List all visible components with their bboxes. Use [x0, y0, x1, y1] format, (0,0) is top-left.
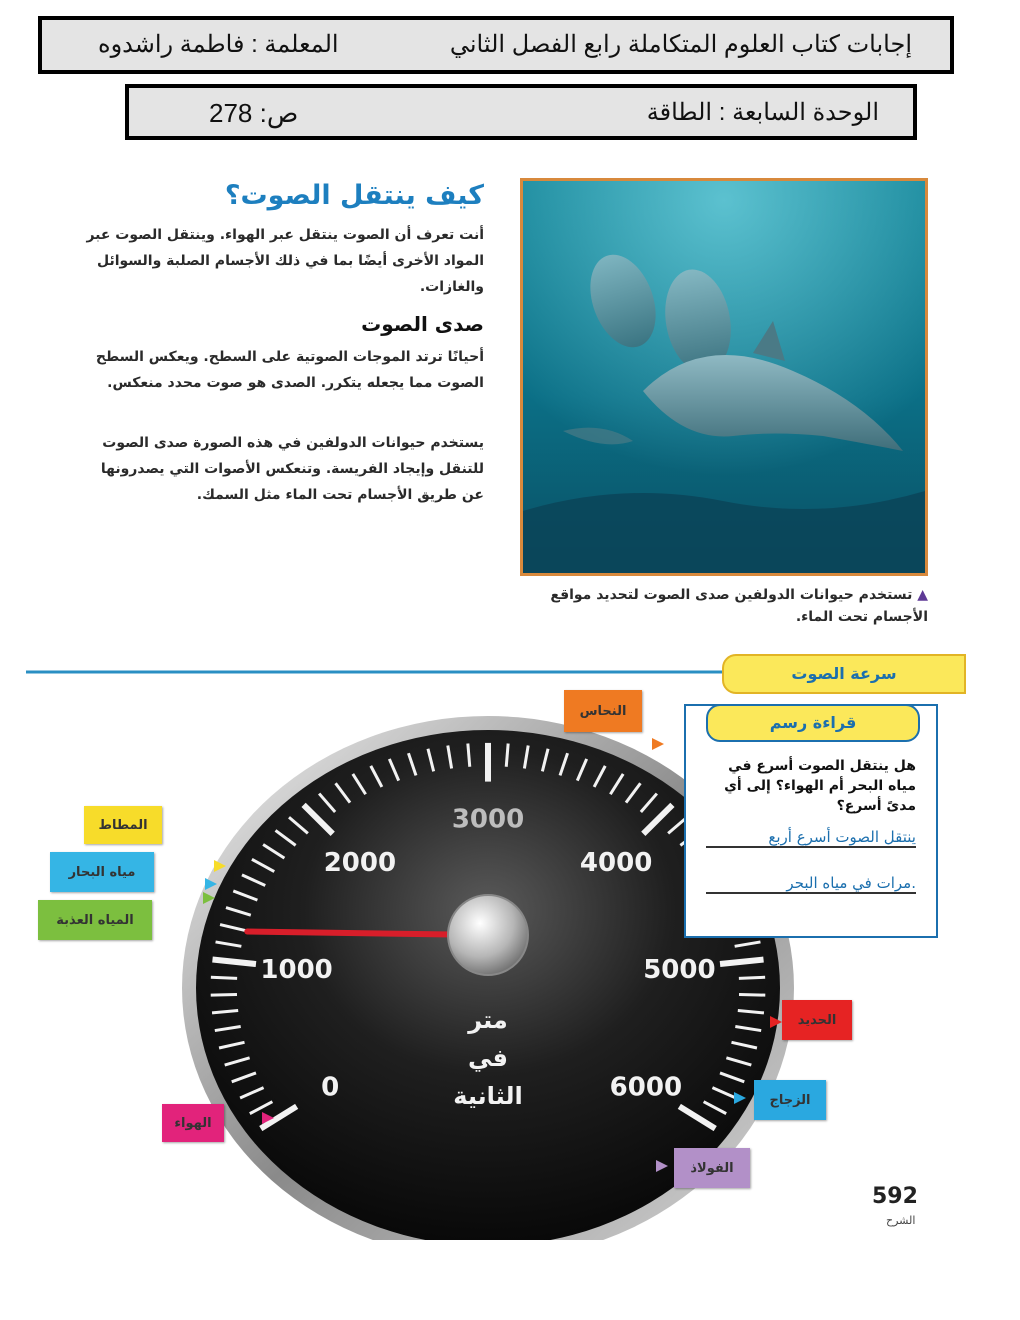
minor-tick: [211, 994, 237, 995]
material-marker: [652, 738, 664, 750]
article-title: كيف ينتقل الصوت؟: [224, 180, 484, 211]
unit-title: الوحدة السابعة : الطاقة: [646, 99, 879, 126]
scale-label: 5000: [643, 955, 716, 986]
tag-glass-label: الزجاج: [769, 1092, 811, 1108]
scale-label: 1000: [260, 955, 333, 986]
minor-tick: [739, 994, 765, 995]
tag-freshwater-label: المياه العذبة: [56, 912, 134, 928]
read-graph-title: قراءة رسم: [769, 713, 857, 732]
tag-freshwater: [38, 900, 152, 940]
tag-iron-label: الحديد: [797, 1012, 837, 1028]
echo-paragraph: أحيانًا ترتد الموجات الصوتية على السطح. ويعكس السطح الصوت مما يجعله يتكرر. الصدى هو صوت محدد منعكس.: [95, 349, 484, 391]
minor-tick: [739, 977, 765, 978]
unit-banner: [125, 84, 917, 140]
speed-of-sound-title: سرعة الصوت: [791, 664, 897, 683]
tag-rubber-label: المطاط: [98, 817, 148, 833]
teacher-name: المعلمة : فاطمة راشدوه: [98, 31, 339, 58]
unit-label: متر: [468, 1006, 508, 1034]
scale-label: 4000: [579, 847, 653, 878]
header-banner: [38, 16, 954, 74]
tag-steel: [674, 1148, 750, 1188]
dolphin-photo: [520, 178, 928, 576]
tag-seawater: [50, 852, 154, 892]
minor-tick: [506, 744, 508, 767]
caption-text: تستخدم حيوانات الدولفين صدى الصوت لتحديد مواقع الأجسام تحت الماء.: [550, 587, 928, 625]
answer-line-1[interactable]: ينتقل الصوت أسرع أربع: [706, 828, 916, 848]
minor-tick: [211, 977, 237, 978]
gauge-hub: [448, 895, 528, 975]
speed-of-sound-banner: [722, 654, 966, 694]
page-section-label: الشرح: [886, 1214, 916, 1227]
graph-question: هل ينتقل الصوت أسرع في مياه البحر أم الهواء؟ إلى أي مدىً أسرع؟: [724, 758, 916, 814]
tag-copper: [564, 690, 642, 732]
scale-label: 2000: [323, 847, 397, 878]
page-number: 592: [872, 1184, 918, 1209]
caption-triangle-icon: ▲: [917, 587, 928, 603]
tag-seawater-label: مياه البحار: [68, 864, 136, 880]
tag-iron: [782, 1000, 852, 1040]
book-title: إجابات كتاب العلوم المتكاملة رابع الفصل الثاني: [449, 31, 912, 58]
answer-line-2[interactable]: مرات في مياه البحر.: [706, 874, 916, 894]
tag-rubber: [84, 806, 162, 844]
tag-air-label: الهواء: [174, 1115, 212, 1131]
tag-glass: [754, 1080, 826, 1120]
tag-air: [162, 1104, 224, 1142]
scale-label: 6000: [609, 1072, 683, 1103]
intro-paragraph: أنت تعرف أن الصوت ينتقل عبر الهواء. وينتقل الصوت عبر المواد الأخرى أيضًا بما في ذلك الأجسام الصلبة والسوائل والغازات.: [86, 227, 484, 295]
minor-tick: [468, 744, 470, 767]
read-graph-header: [706, 704, 920, 742]
unit-label: في: [468, 1044, 508, 1072]
tag-steel-label: الفولاذ: [690, 1160, 734, 1176]
tag-copper-label: النحاس: [579, 703, 627, 719]
dolphin-paragraph: يستخدم حيوانات الدولفين في هذه الصورة صدى الصوت للتنقل وإيجاد الفريسة. وتنعكس الأصوات التي يصدرونها عن طريق الأجسام تحت الماء مثل السمك.: [100, 435, 484, 503]
scale-label: 0: [321, 1072, 340, 1103]
echo-heading: صدى الصوت: [361, 312, 484, 336]
read-graph-panel: [684, 704, 938, 938]
page-reference: ص: 278: [209, 98, 299, 128]
scale-label: 3000: [451, 804, 525, 835]
photo-caption: [548, 584, 928, 628]
unit-label: الثانية: [453, 1082, 523, 1110]
